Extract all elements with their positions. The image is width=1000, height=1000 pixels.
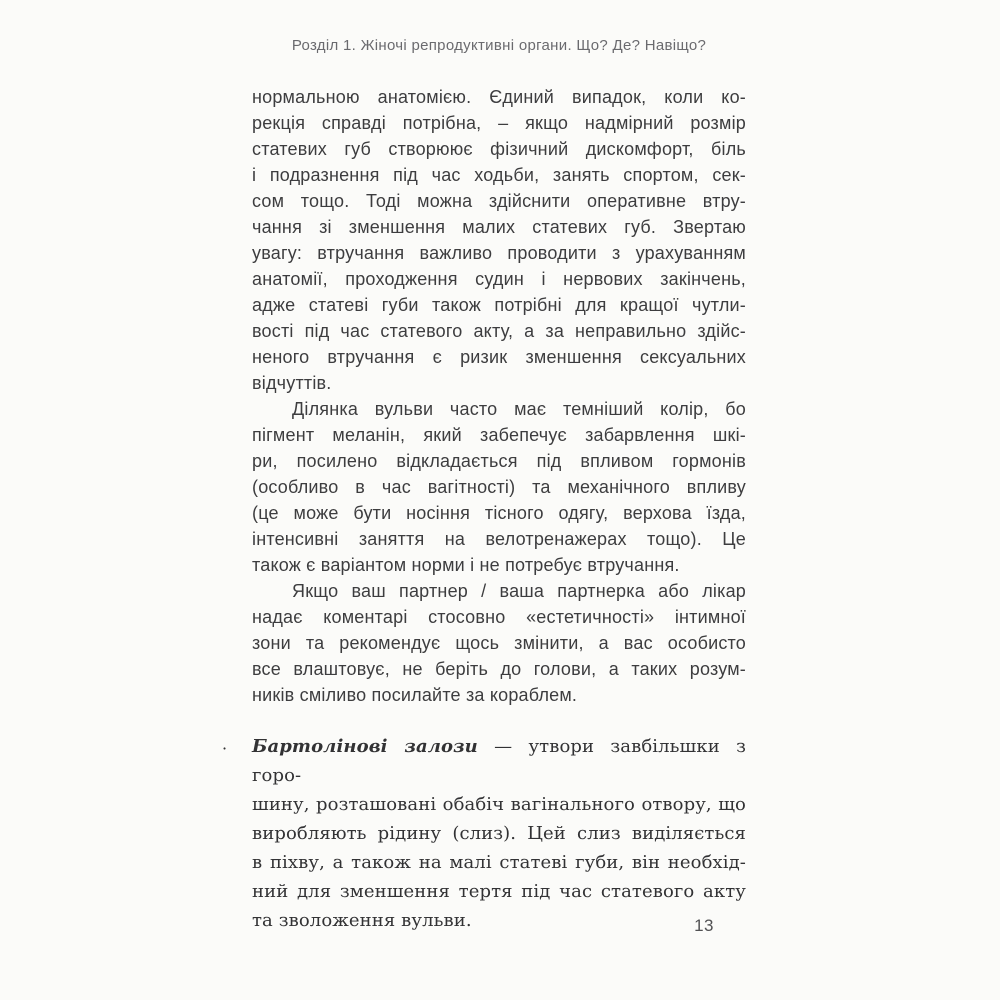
text-line: Бартолінові залози — утвори завбільшки з горо- <box>252 736 746 786</box>
text-line: ри, посилено відкладається під впливом гормонів <box>252 451 746 471</box>
text-line: нормальною анатомією. Єдиний випадок, коли ко- <box>252 87 746 107</box>
text-line: пігмент меланін, який забепечує забарвлення шкі- <box>252 425 746 445</box>
text-line: Ділянка вульви часто має темніший колір, бо <box>292 399 746 419</box>
paragraph <box>252 396 746 578</box>
text-line: виробляють рідину (слиз). Цей слиз виділяється <box>252 823 746 844</box>
running-header: Розділ 1. Жіночі репродуктивні органи. Що? Де? Навіщо? <box>291 37 707 54</box>
paragraph <box>252 84 746 396</box>
text-line: все влаштовує, не беріть до голови, а таких розум- <box>252 659 746 679</box>
body-text <box>222 84 746 935</box>
text-line: ників сміливо посилайте за кораблем. <box>252 685 578 705</box>
term-bold-italic: Бартолінові залози <box>252 736 478 757</box>
bullet-marker: · <box>222 739 228 758</box>
paragraph <box>252 578 746 708</box>
text-line: зони та рекомендує щось змінити, а вас особисто <box>252 633 746 653</box>
text-line: надає коментарі стосовно «естетичності» інтимної <box>252 607 746 627</box>
text-line: також є варіантом норми і не потребує втручання. <box>252 555 680 575</box>
text-line: в піхву, а також на малі статеві губи, він необхід- <box>252 852 746 873</box>
text-line: статевих губ створюює фізичний дискомфорт, біль <box>252 139 746 159</box>
text-line: відчуттів. <box>252 373 332 393</box>
text-line: вості під час статевого акту, а за неправильно здійс- <box>252 321 746 341</box>
text-line: ний для зменшення тертя під час статевого акту <box>252 881 746 902</box>
text-line: чання зі зменшення малих статевих губ. Звертаю <box>252 217 746 237</box>
text-line: і подразнення під час ходьби, занять спортом, сек- <box>252 165 746 185</box>
page-number: 13 <box>694 916 714 935</box>
text-line: неного втручання є ризик зменшення сексуальних <box>252 347 746 367</box>
text-line: шину, розташовані обабіч вагінального отвору, що <box>252 794 746 815</box>
text-line: Якщо ваш партнер / ваша партнерка або лікар <box>292 581 746 601</box>
text-line: та зволоження вульви. <box>252 910 472 931</box>
text-line: увагу: втручання важливо проводити з урахуванням <box>252 243 746 263</box>
text-line: інтенсивні заняття на велотренажерах тощо). Це <box>252 529 746 549</box>
text-line: рекція справді потрібна, – якщо надмірний розмір <box>252 113 746 133</box>
paragraph <box>222 732 746 935</box>
text-line: сом тощо. Тоді можна здійснити оперативне втру- <box>252 191 746 211</box>
text-line: (особливо в час вагітності) та механічного впливу <box>252 477 746 497</box>
text-line: анатомії, проходження судин і нервових закінчень, <box>252 269 746 289</box>
text-line: адже статеві губи також потрібні для кращої чутли- <box>252 295 746 315</box>
text-line: (це може бути носіння тісного одягу, верхова їзда, <box>252 503 746 523</box>
